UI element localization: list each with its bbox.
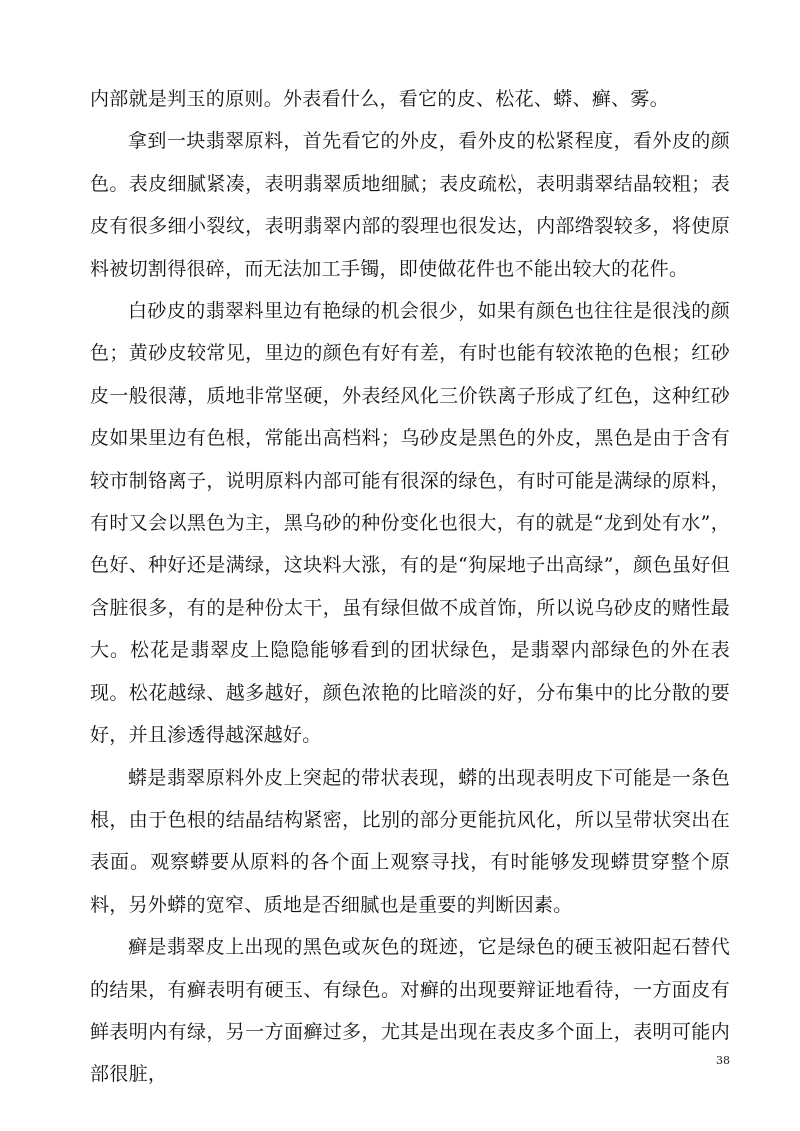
paragraph-skin-types: 白砂皮的翡翠料里边有艳绿的机会很少，如果有颜色也往往是很浅的颜色；黄砂皮较常见，里边的颜色有好有差，有时也能有较浓艳的色根；红砂皮一般很薄，质地非常坚硬，外表经风化三价铁离子形成了红色，这种红砂皮如果里边有色根，常能出高档料；乌砂皮是黑色的外皮，黑色是由于含有较市制铬离子，说明原料内部可能有很深的绿色，有时可能是满绿的原料，有时又会以黑色为主，黑乌砂的种份变化也很大，有的就是“龙到处有水”，色好、种好还是满绿，这块料大涨，有的是“狗屎地子出高绿”，颜色虽好但含脏很多，有的是种份太干，虽有绿但做不成首饰，所以说乌砂皮的赌性最大。松花是翡翠皮上隐隐能够看到的团状绿色，是翡翠内部绿色的外在表现。松花越绿、越多越好，颜色浓艳的比暗淡的好，分布集中的比分散的要好，并且渗透得越深越好。 <box>90 300 730 747</box>
paragraph-mang: 蟒是翡翠原料外皮上突起的带状表现，蟒的出现表明皮下可能是一条色根，由于色根的结晶结构紧密，比别的部分更能抗风化，所以呈带状突出在表面。观察蟒要从原料的各个面上观察寻找，有时能够发现蟒贯穿整个原料，另外蟒的宽窄、质地是否细腻也是重要的判断因素。 <box>90 766 730 916</box>
page-number: 38 <box>716 1054 730 1067</box>
paragraph-xuan: 癣是翡翠皮上出现的黑色或灰色的斑迹，它是绿色的硬玉被阳起石替代的结果，有癣表明有硬玉、有绿色。对癣的出现要辩证地看待，一方面皮有鲜表明内有绿，另一方面癣过多，尤其是出现在表皮多个面上，表明可能内部很脏， <box>90 936 730 1086</box>
paragraph-continuation: 内部就是判玉的原则。外表看什么，看它的皮、松花、蟒、癣、雾。 <box>90 88 670 110</box>
body-text <box>90 78 730 1096</box>
paragraph-outer-skin: 拿到一块翡翠原料，首先看它的外皮，看外皮的松紧程度，看外皮的颜色。表皮细腻紧凑，表明翡翠质地细腻；表皮疏松，表明翡翠结晶较粗；表皮有很多细小裂纹，表明翡翠内部的裂理也很发达，内部绺裂较多，将使原料被切割得很碎，而无法加工手镯，即使做花件也不能出较大的花件。 <box>90 130 730 280</box>
